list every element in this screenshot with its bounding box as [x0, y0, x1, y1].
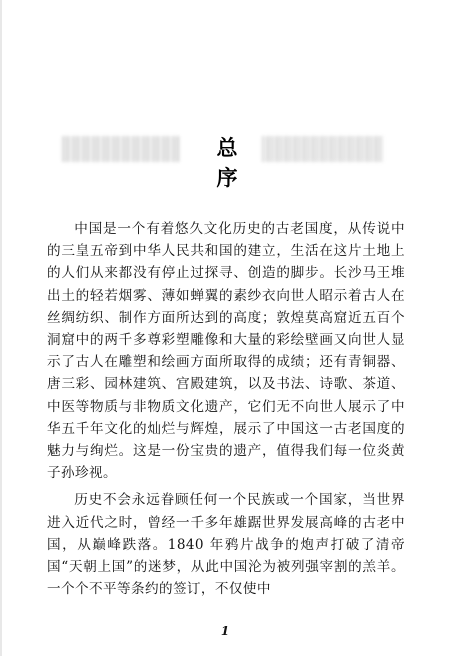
- title-decoration-left: [62, 136, 180, 162]
- page-edge-left: [0, 0, 2, 656]
- body-text: [47, 218, 405, 600]
- page-title: 总 序: [216, 136, 250, 190]
- title-decoration-right: [262, 136, 384, 162]
- paragraph-1: 中国是一个有着悠久文化历史的古老国度，从传说中的三皇五帝到中华人民共和国的建立，生活在这片土地上的人们从来都没有停止过探寻、创造的脚步。长沙马王堆出土的轻若烟雾、薄如蝉翼的素纱衣向世人昭示着古人在丝绸纺织、制作方面所达到的高度；敦煌莫高窟近五百个洞窟中的两千多尊彩塑雕像和大量的彩绘壁画又向世人显示了古人在雕塑和绘画方面所取得的成绩；还有青铜器、唐三彩、园林建筑、宫殿建筑，以及书法、诗歌、茶道、中医等物质与非物质文化遗产，它们无不向世人展示了中华五千年文化的灿烂与辉煌，展示了中国这一古老国度的魅力与绚烂。这是一份宝贵的遗产，值得我们每一位炎黄子孙珍视。: [47, 221, 405, 482]
- paragraph-2: 历史不会永远眷顾任何一个民族或一个国家，当世界进入近代之时，曾经一千多年雄踞世界发展高峰的古老中国，从巅峰跌落。1840 年鸦片战争的炮声打破了清帝国“天朝上国”的迷梦，从此中国沦为被列强宰割的羔羊。一个个不平等条约的签订，不仅使中: [47, 492, 405, 598]
- page-number: 1: [220, 624, 230, 638]
